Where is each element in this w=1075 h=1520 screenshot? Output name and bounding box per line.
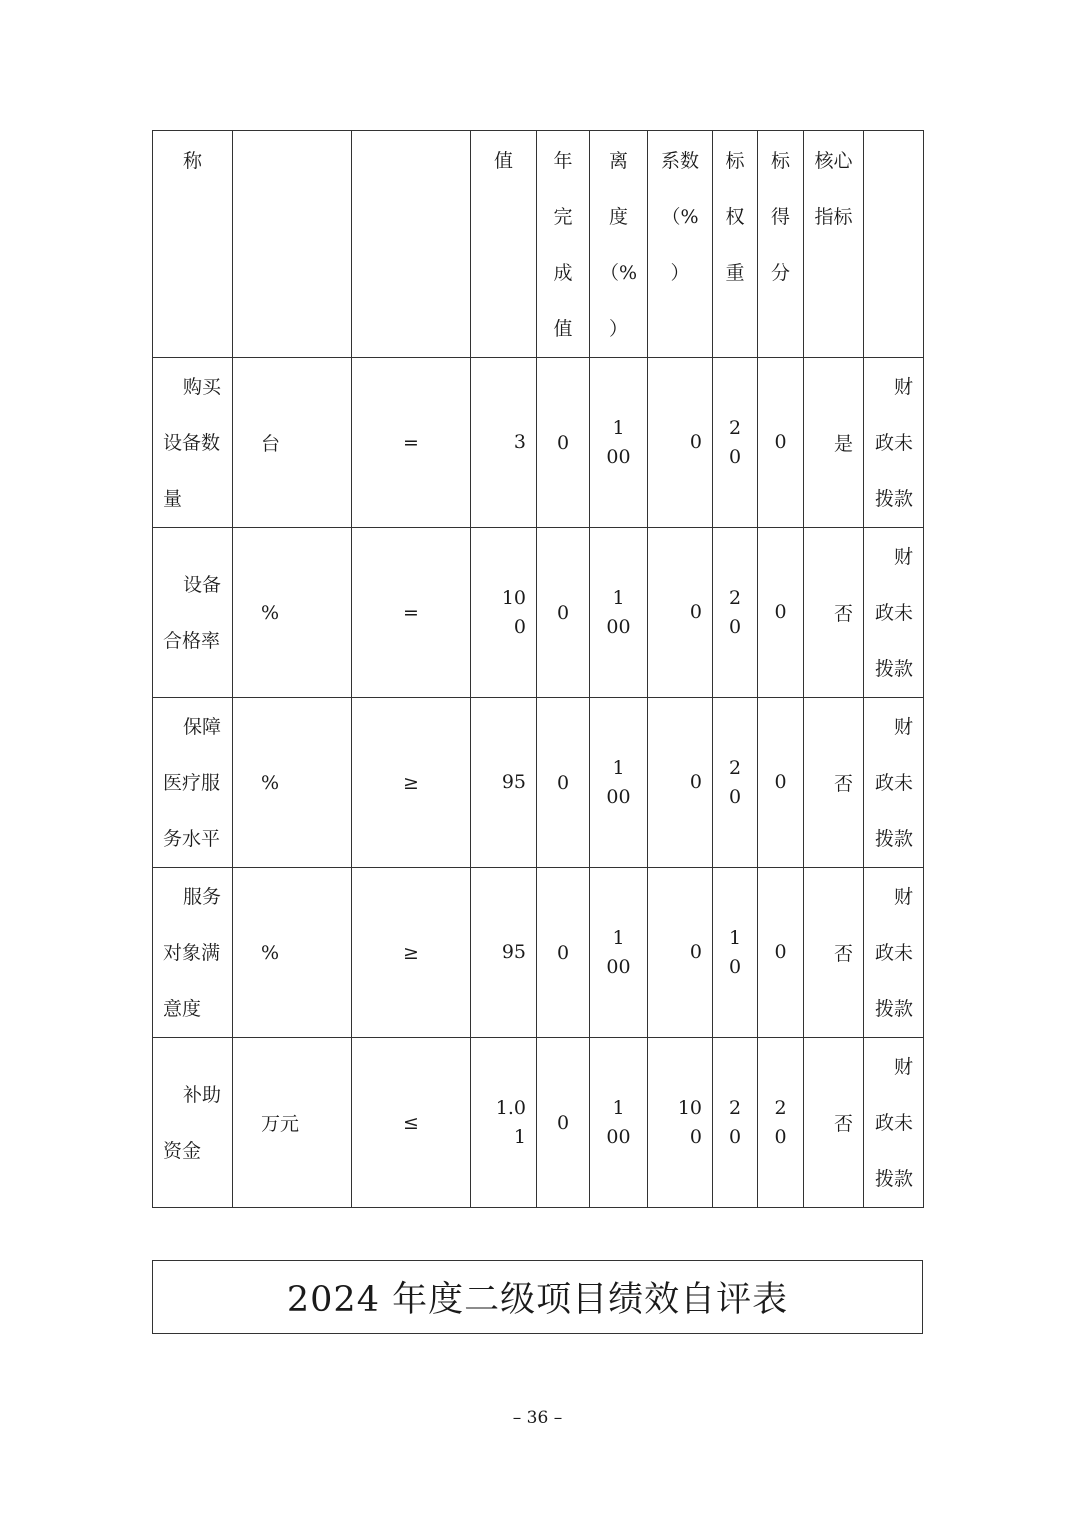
weight-cell: 2 0 <box>713 1038 758 1208</box>
deviation-cell: 1 00 <box>590 868 648 1038</box>
indicator-name: 补助 资金 <box>153 1038 233 1208</box>
header-cell: 标 权 重 <box>713 131 758 358</box>
core-indicator-cell: 否 <box>804 698 864 868</box>
header-cell <box>864 131 924 358</box>
weight-cell: 2 0 <box>713 698 758 868</box>
deviation-cell: 1 00 <box>590 698 648 868</box>
table-row <box>153 698 924 868</box>
unit-cell: 台 <box>233 358 352 528</box>
section-title: 2024 年度二级项目绩效自评表 <box>152 1260 923 1334</box>
score-cell: 0 <box>758 358 804 528</box>
indicator-name: 设备 合格率 <box>153 528 233 698</box>
target-cell: 95 <box>471 698 537 868</box>
score-cell: 0 <box>758 868 804 1038</box>
unit-cell: 万元 <box>233 1038 352 1208</box>
score-cell: 0 <box>758 528 804 698</box>
score-cell: 0 <box>758 698 804 868</box>
header-cell <box>352 131 471 358</box>
coef-cell: 10 0 <box>648 1038 713 1208</box>
indicator-name: 保障 医疗服 务水平 <box>153 698 233 868</box>
header-cell: 年 完 成 值 <box>537 131 590 358</box>
coef-cell: 0 <box>648 868 713 1038</box>
score-cell: 2 0 <box>758 1038 804 1208</box>
header-cell: 系数 （% ） <box>648 131 713 358</box>
header-cell: 核心 指标 <box>804 131 864 358</box>
weight-cell: 2 0 <box>713 358 758 528</box>
core-indicator-cell: 是 <box>804 358 864 528</box>
core-indicator-cell: 否 <box>804 1038 864 1208</box>
operator-cell: = <box>352 358 471 528</box>
coef-cell: 0 <box>648 528 713 698</box>
header-cell: 称 <box>153 131 233 358</box>
operator-cell: ≤ <box>352 1038 471 1208</box>
remark-cell: 财 政未 拨款 <box>864 868 924 1038</box>
table-row <box>153 868 924 1038</box>
target-cell: 3 <box>471 358 537 528</box>
deviation-cell: 1 00 <box>590 1038 648 1208</box>
coef-cell: 0 <box>648 358 713 528</box>
deviation-cell: 1 00 <box>590 528 648 698</box>
table-row <box>153 1038 924 1208</box>
header-cell: 标 得 分 <box>758 131 804 358</box>
remark-cell: 财 政未 拨款 <box>864 358 924 528</box>
target-cell: 10 0 <box>471 528 537 698</box>
target-cell: 95 <box>471 868 537 1038</box>
unit-cell: % <box>233 868 352 1038</box>
table-row <box>153 358 924 528</box>
indicator-name: 服务 对象满 意度 <box>153 868 233 1038</box>
actual-cell: 0 <box>537 358 590 528</box>
remark-cell: 财 政未 拨款 <box>864 698 924 868</box>
header-cell: 离 度 （% ） <box>590 131 648 358</box>
target-cell: 1.0 1 <box>471 1038 537 1208</box>
deviation-cell: 1 00 <box>590 358 648 528</box>
core-indicator-cell: 否 <box>804 528 864 698</box>
header-cell <box>233 131 352 358</box>
unit-cell: % <box>233 698 352 868</box>
table-header-row <box>153 131 924 358</box>
core-indicator-cell: 否 <box>804 868 864 1038</box>
actual-cell: 0 <box>537 528 590 698</box>
actual-cell: 0 <box>537 868 590 1038</box>
weight-cell: 1 0 <box>713 868 758 1038</box>
operator-cell: = <box>352 528 471 698</box>
coef-cell: 0 <box>648 698 713 868</box>
page-number: – 36 – <box>512 1408 563 1428</box>
indicator-name: 购买 设备数 量 <box>153 358 233 528</box>
weight-cell: 2 0 <box>713 528 758 698</box>
performance-indicator-table <box>152 130 924 1208</box>
header-cell: 值 <box>471 131 537 358</box>
remark-cell: 财 政未 拨款 <box>864 528 924 698</box>
table-row <box>153 528 924 698</box>
actual-cell: 0 <box>537 1038 590 1208</box>
operator-cell: ≥ <box>352 698 471 868</box>
actual-cell: 0 <box>537 698 590 868</box>
remark-cell: 财 政未 拨款 <box>864 1038 924 1208</box>
operator-cell: ≥ <box>352 868 471 1038</box>
unit-cell: % <box>233 528 352 698</box>
